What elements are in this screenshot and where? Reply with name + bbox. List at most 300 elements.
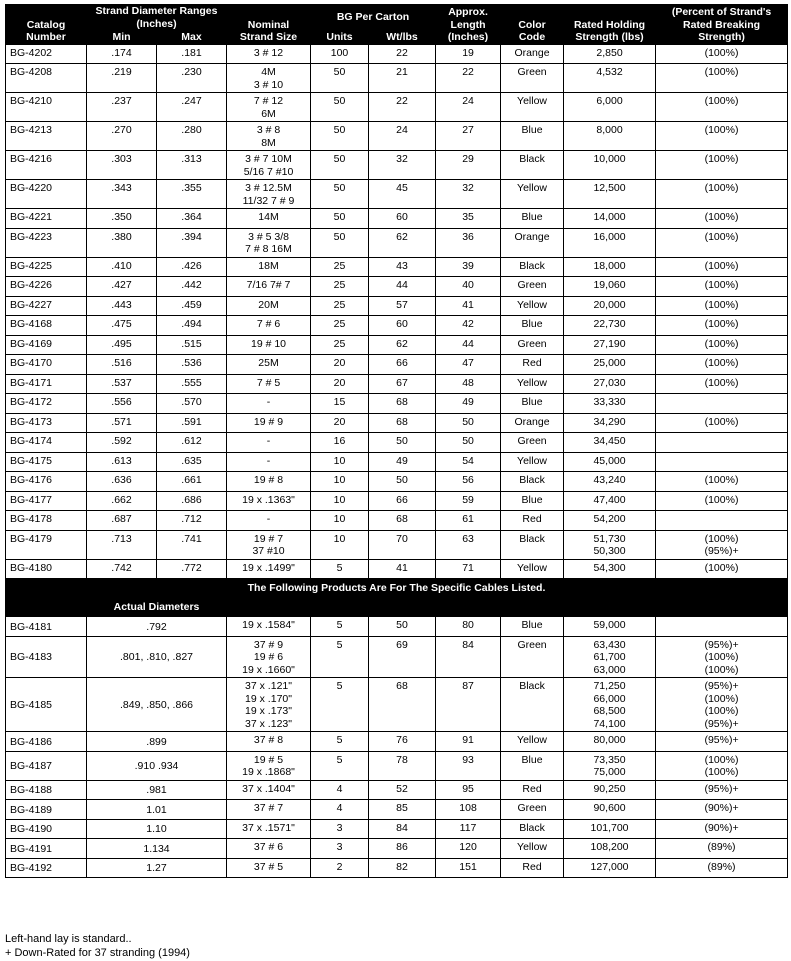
weight: 85 bbox=[369, 800, 436, 820]
length: 22 bbox=[436, 64, 501, 93]
table-row bbox=[6, 559, 788, 579]
color-code: Yellow bbox=[501, 180, 564, 209]
percent-strength bbox=[656, 819, 788, 839]
cell-line: 127,000 bbox=[590, 860, 629, 873]
banner-blank bbox=[227, 598, 788, 617]
catalog-number: BG-4190 bbox=[6, 819, 87, 839]
table-row bbox=[6, 636, 788, 678]
cell-line: 19 # 6 bbox=[253, 651, 284, 663]
weight: 68 bbox=[369, 413, 436, 433]
units: 15 bbox=[311, 394, 369, 414]
cell-line: 66,000 bbox=[593, 692, 626, 705]
table-row bbox=[6, 433, 788, 453]
cell-line: (100%) bbox=[704, 561, 739, 574]
cell-line: 11/32 7 # 9 bbox=[242, 194, 295, 207]
weight: 41 bbox=[369, 559, 436, 579]
header-bg-group: BG Per Carton bbox=[311, 5, 436, 31]
cell-line: 3 # 12.5M bbox=[245, 182, 292, 194]
table-row bbox=[6, 780, 788, 800]
cell-line: (100%) bbox=[704, 692, 739, 705]
color-code: Blue bbox=[501, 751, 564, 780]
table-row bbox=[6, 277, 788, 297]
units: 5 bbox=[311, 559, 369, 579]
nominal-size bbox=[227, 93, 311, 122]
cell-line: 90,250 bbox=[593, 782, 626, 795]
nominal-size bbox=[227, 472, 311, 492]
max-diameter: .555 bbox=[157, 374, 227, 394]
rated-strength bbox=[564, 678, 656, 732]
cell-line: 34,290 bbox=[593, 415, 626, 428]
cell-line: 54,300 bbox=[593, 561, 626, 574]
color-code: Black bbox=[501, 819, 564, 839]
nominal-size bbox=[227, 511, 311, 531]
min-diameter: .427 bbox=[87, 277, 157, 297]
color-code: Red bbox=[501, 858, 564, 878]
cell-line: (95%)+ bbox=[704, 638, 739, 651]
cell-line: 19 # 9 bbox=[253, 415, 284, 428]
units: 10 bbox=[311, 530, 369, 559]
cell-line: - bbox=[266, 513, 271, 525]
length: 93 bbox=[436, 751, 501, 780]
percent-strength bbox=[656, 44, 788, 64]
cell-line: 3 # 5 3/8 bbox=[248, 230, 289, 243]
min-diameter: .556 bbox=[87, 394, 157, 414]
percent-strength bbox=[656, 678, 788, 732]
catalog-number: BG-4172 bbox=[6, 394, 87, 414]
rated-strength bbox=[564, 617, 656, 637]
min-diameter: .537 bbox=[87, 374, 157, 394]
rated-strength bbox=[564, 64, 656, 93]
catalog-number: BG-4213 bbox=[6, 122, 87, 151]
min-diameter: .350 bbox=[87, 209, 157, 229]
units: 20 bbox=[311, 413, 369, 433]
percent-strength bbox=[656, 122, 788, 151]
rated-strength bbox=[564, 228, 656, 257]
cell-line: (95%)+ bbox=[704, 545, 739, 557]
cell-line: 3 # 7 10M bbox=[245, 153, 292, 165]
percent-strength bbox=[656, 433, 788, 453]
color-code: Yellow bbox=[501, 296, 564, 316]
color-code: Yellow bbox=[501, 93, 564, 122]
catalog-number: BG-4183 bbox=[6, 636, 87, 678]
catalog-number: BG-4179 bbox=[6, 530, 87, 559]
units: 10 bbox=[311, 472, 369, 492]
cell-line: (100%) bbox=[704, 230, 739, 243]
weight: 44 bbox=[369, 277, 436, 297]
cell-line: (95%)+ bbox=[704, 717, 739, 730]
table-row bbox=[6, 44, 788, 64]
nominal-size bbox=[227, 355, 311, 375]
percent-strength bbox=[656, 335, 788, 355]
cell-line: 33,330 bbox=[593, 396, 626, 408]
rated-strength bbox=[564, 800, 656, 820]
length: 29 bbox=[436, 151, 501, 180]
cell-line: 80,000 bbox=[593, 734, 626, 746]
length: 56 bbox=[436, 472, 501, 492]
catalog-number: BG-4192 bbox=[6, 858, 87, 878]
spec-table bbox=[5, 4, 788, 878]
length: 71 bbox=[436, 559, 501, 579]
table-row bbox=[6, 394, 788, 414]
weight: 76 bbox=[369, 732, 436, 752]
cell-line: (90%)+ bbox=[704, 821, 739, 834]
units: 4 bbox=[311, 780, 369, 800]
max-diameter: .247 bbox=[157, 93, 227, 122]
max-diameter: .570 bbox=[157, 394, 227, 414]
min-diameter: .270 bbox=[87, 122, 157, 151]
cell-line: 18M bbox=[258, 259, 279, 272]
min-diameter: .636 bbox=[87, 472, 157, 492]
percent-strength bbox=[656, 257, 788, 277]
actual-diameters-label: Actual Diameters bbox=[87, 598, 227, 617]
color-code: Orange bbox=[501, 44, 564, 64]
catalog-number: BG-4210 bbox=[6, 93, 87, 122]
length: 59 bbox=[436, 491, 501, 511]
length: 35 bbox=[436, 209, 501, 229]
cell-line: 108,200 bbox=[590, 841, 629, 853]
catalog-number: BG-4181 bbox=[6, 617, 87, 637]
nominal-size bbox=[227, 180, 311, 209]
max-diameter: .230 bbox=[157, 64, 227, 93]
weight: 49 bbox=[369, 452, 436, 472]
weight: 22 bbox=[369, 93, 436, 122]
cell-line: (100%) bbox=[704, 753, 739, 766]
cell-line: 19 x .170" bbox=[245, 692, 292, 705]
rated-strength bbox=[564, 858, 656, 878]
header-rated: Rated Holding Strength (lbs) bbox=[564, 5, 656, 45]
header-min: Min bbox=[87, 31, 157, 45]
cell-line: 14,000 bbox=[593, 211, 626, 223]
min-diameter: .410 bbox=[87, 257, 157, 277]
max-diameter: .536 bbox=[157, 355, 227, 375]
rated-strength bbox=[564, 296, 656, 316]
catalog-number: BG-4187 bbox=[6, 751, 87, 780]
weight: 50 bbox=[369, 472, 436, 492]
length: 95 bbox=[436, 780, 501, 800]
weight: 52 bbox=[369, 780, 436, 800]
units: 16 bbox=[311, 433, 369, 453]
rated-strength bbox=[564, 559, 656, 579]
length: 40 bbox=[436, 277, 501, 297]
table-body-standard bbox=[6, 44, 788, 579]
min-diameter: .219 bbox=[87, 64, 157, 93]
table-row bbox=[6, 335, 788, 355]
header-catalog: Catalog Number bbox=[6, 5, 87, 45]
max-diameter: .686 bbox=[157, 491, 227, 511]
units: 50 bbox=[311, 151, 369, 180]
max-diameter: .515 bbox=[157, 335, 227, 355]
max-diameter: .591 bbox=[157, 413, 227, 433]
cell-line: 5/16 7 #10 bbox=[243, 165, 294, 178]
units: 10 bbox=[311, 511, 369, 531]
color-code: Yellow bbox=[501, 559, 564, 579]
cell-line: 7/16 7# 7 bbox=[246, 279, 291, 291]
cell-line: (100%) bbox=[704, 663, 739, 676]
nominal-size bbox=[227, 64, 311, 93]
table-row bbox=[6, 180, 788, 209]
max-diameter: .741 bbox=[157, 530, 227, 559]
rated-strength bbox=[564, 355, 656, 375]
units: 10 bbox=[311, 452, 369, 472]
min-diameter: .613 bbox=[87, 452, 157, 472]
max-diameter: .442 bbox=[157, 277, 227, 297]
nominal-size bbox=[227, 209, 311, 229]
nominal-size bbox=[227, 374, 311, 394]
cell-line: (100%) bbox=[704, 651, 739, 663]
nominal-size bbox=[227, 228, 311, 257]
rated-strength bbox=[564, 151, 656, 180]
units: 4 bbox=[311, 800, 369, 820]
cell-line: 19 x .1660" bbox=[242, 663, 295, 676]
units: 5 bbox=[311, 678, 369, 732]
percent-strength bbox=[656, 530, 788, 559]
max-diameter: .280 bbox=[157, 122, 227, 151]
nominal-size bbox=[227, 617, 311, 637]
weight: 24 bbox=[369, 122, 436, 151]
weight: 62 bbox=[369, 335, 436, 355]
nominal-size bbox=[227, 530, 311, 559]
max-diameter: .635 bbox=[157, 452, 227, 472]
percent-strength bbox=[656, 277, 788, 297]
min-diameter: .380 bbox=[87, 228, 157, 257]
cell-line: 37 x .121" bbox=[245, 680, 292, 692]
cell-line: 19 # 8 bbox=[253, 474, 284, 486]
min-diameter: .443 bbox=[87, 296, 157, 316]
cell-line: 7 # 8 16M bbox=[245, 243, 292, 255]
units: 50 bbox=[311, 122, 369, 151]
nominal-size bbox=[227, 151, 311, 180]
table-row bbox=[6, 678, 788, 732]
header-color: Color Code bbox=[501, 5, 564, 45]
units: 50 bbox=[311, 64, 369, 93]
header-strand-group: Strand Diameter Ranges (Inches) bbox=[87, 5, 227, 31]
cell-line: 37 x .1571" bbox=[242, 821, 295, 834]
cell-line: 22,730 bbox=[593, 318, 626, 330]
min-diameter: .237 bbox=[87, 93, 157, 122]
cell-line: 25M bbox=[258, 357, 279, 369]
nominal-size bbox=[227, 636, 311, 678]
units: 25 bbox=[311, 257, 369, 277]
percent-strength bbox=[656, 751, 788, 780]
catalog-number: BG-4216 bbox=[6, 151, 87, 180]
rated-strength bbox=[564, 374, 656, 394]
cell-line: (89%) bbox=[707, 841, 736, 853]
catalog-number: BG-4191 bbox=[6, 839, 87, 859]
max-diameter: .355 bbox=[157, 180, 227, 209]
cell-line: - bbox=[266, 396, 271, 408]
color-code: Red bbox=[501, 780, 564, 800]
color-code: Orange bbox=[501, 228, 564, 257]
rated-strength bbox=[564, 44, 656, 64]
cell-line: (100%) bbox=[704, 211, 739, 223]
table-row bbox=[6, 151, 788, 180]
length: 42 bbox=[436, 316, 501, 336]
rated-strength bbox=[564, 636, 656, 678]
cell-line: 63,430 bbox=[593, 638, 626, 651]
units: 10 bbox=[311, 491, 369, 511]
rated-strength bbox=[564, 335, 656, 355]
nominal-size bbox=[227, 296, 311, 316]
cell-line: 19 # 7 bbox=[253, 532, 284, 545]
rated-strength bbox=[564, 751, 656, 780]
cell-line: 6,000 bbox=[596, 95, 623, 107]
cell-line: (100%) bbox=[704, 259, 739, 272]
cell-line: (100%) bbox=[704, 337, 739, 350]
table-row bbox=[6, 122, 788, 151]
weight: 78 bbox=[369, 751, 436, 780]
actual-diameter: 1.134 bbox=[87, 839, 227, 859]
weight: 60 bbox=[369, 316, 436, 336]
length: 151 bbox=[436, 858, 501, 878]
cell-line: 19 x .1584" bbox=[242, 619, 295, 631]
nominal-size bbox=[227, 452, 311, 472]
cell-line: 16,000 bbox=[593, 230, 626, 243]
length: 87 bbox=[436, 678, 501, 732]
weight: 68 bbox=[369, 678, 436, 732]
cell-line: 19 x .1363" bbox=[242, 493, 295, 506]
percent-strength bbox=[656, 491, 788, 511]
max-diameter: .494 bbox=[157, 316, 227, 336]
percent-strength bbox=[656, 559, 788, 579]
actual-diameter: 1.27 bbox=[87, 858, 227, 878]
length: 120 bbox=[436, 839, 501, 859]
header-wt: Wt/lbs bbox=[369, 31, 436, 45]
length: 61 bbox=[436, 511, 501, 531]
table-header bbox=[6, 5, 788, 45]
cell-line: (100%) bbox=[704, 357, 739, 369]
color-code: Green bbox=[501, 64, 564, 93]
length: 48 bbox=[436, 374, 501, 394]
cell-line: 37 x .1404" bbox=[242, 782, 295, 795]
cell-line: (100%) bbox=[704, 474, 739, 486]
percent-strength bbox=[656, 374, 788, 394]
units: 25 bbox=[311, 316, 369, 336]
cell-line: 10,000 bbox=[593, 153, 626, 165]
table-row bbox=[6, 413, 788, 433]
min-diameter: .571 bbox=[87, 413, 157, 433]
color-code: Red bbox=[501, 355, 564, 375]
table-row bbox=[6, 530, 788, 559]
footnote-lay: Left-hand lay is standard.. bbox=[5, 933, 132, 945]
rated-strength bbox=[564, 394, 656, 414]
weight: 70 bbox=[369, 530, 436, 559]
length: 63 bbox=[436, 530, 501, 559]
length: 91 bbox=[436, 732, 501, 752]
cell-line: 90,600 bbox=[593, 802, 626, 814]
color-code: Black bbox=[501, 678, 564, 732]
percent-strength bbox=[656, 355, 788, 375]
rated-strength bbox=[564, 452, 656, 472]
percent-strength bbox=[656, 209, 788, 229]
cell-line: 19,060 bbox=[593, 279, 626, 291]
cell-line: 3 # 10 bbox=[253, 78, 284, 91]
min-diameter: .174 bbox=[87, 44, 157, 64]
percent-strength bbox=[656, 636, 788, 678]
units: 20 bbox=[311, 355, 369, 375]
min-diameter: .495 bbox=[87, 335, 157, 355]
color-code: Blue bbox=[501, 122, 564, 151]
cell-line: 71,250 bbox=[593, 680, 626, 692]
cell-line: 3 # 8 bbox=[256, 124, 281, 136]
cell-line: 4,532 bbox=[596, 66, 623, 78]
percent-strength bbox=[656, 413, 788, 433]
cell-line: (100%) bbox=[704, 298, 739, 311]
rated-strength bbox=[564, 839, 656, 859]
max-diameter: .712 bbox=[157, 511, 227, 531]
cell-line: 37 # 5 bbox=[253, 860, 284, 873]
nominal-size bbox=[227, 800, 311, 820]
actual-diameter: 1.10 bbox=[87, 819, 227, 839]
table-row bbox=[6, 751, 788, 780]
cell-line: 68,500 bbox=[593, 705, 626, 717]
table-row bbox=[6, 64, 788, 93]
catalog-number: BG-4170 bbox=[6, 355, 87, 375]
actual-diameter: .849, .850, .866 bbox=[87, 678, 227, 732]
actual-diameter: .792 bbox=[87, 617, 227, 637]
color-code: Red bbox=[501, 511, 564, 531]
table-row bbox=[6, 257, 788, 277]
min-diameter: .343 bbox=[87, 180, 157, 209]
percent-strength bbox=[656, 780, 788, 800]
nominal-size bbox=[227, 491, 311, 511]
color-code: Orange bbox=[501, 413, 564, 433]
catalog-number: BG-4189 bbox=[6, 800, 87, 820]
rated-strength bbox=[564, 433, 656, 453]
weight: 68 bbox=[369, 394, 436, 414]
catalog-number: BG-4186 bbox=[6, 732, 87, 752]
catalog-number: BG-4208 bbox=[6, 64, 87, 93]
table-row bbox=[6, 819, 788, 839]
length: 47 bbox=[436, 355, 501, 375]
length: 50 bbox=[436, 433, 501, 453]
rated-strength bbox=[564, 257, 656, 277]
length: 36 bbox=[436, 228, 501, 257]
cell-line: (100%) bbox=[704, 705, 739, 717]
cell-line: (100%) bbox=[704, 318, 739, 330]
banner-section bbox=[6, 579, 788, 617]
units: 50 bbox=[311, 93, 369, 122]
length: 50 bbox=[436, 413, 501, 433]
length: 27 bbox=[436, 122, 501, 151]
catalog-number: BG-4168 bbox=[6, 316, 87, 336]
catalog-number: BG-4223 bbox=[6, 228, 87, 257]
cell-line: 37 # 8 bbox=[253, 734, 284, 746]
table-row bbox=[6, 839, 788, 859]
cell-line: (100%) bbox=[704, 66, 739, 78]
length: 117 bbox=[436, 819, 501, 839]
units: 50 bbox=[311, 209, 369, 229]
weight: 66 bbox=[369, 491, 436, 511]
footnotes bbox=[5, 933, 190, 960]
catalog-number: BG-4225 bbox=[6, 257, 87, 277]
nominal-size bbox=[227, 277, 311, 297]
cell-line: 19 x .1499" bbox=[242, 561, 295, 574]
catalog-number: BG-4226 bbox=[6, 277, 87, 297]
table-row bbox=[6, 355, 788, 375]
cell-line: 51,730 bbox=[593, 532, 626, 545]
units: 20 bbox=[311, 374, 369, 394]
color-code: Green bbox=[501, 800, 564, 820]
catalog-number: BG-4180 bbox=[6, 559, 87, 579]
nominal-size bbox=[227, 678, 311, 732]
length: 49 bbox=[436, 394, 501, 414]
cell-line: (95%)+ bbox=[704, 680, 739, 692]
table-body-specific bbox=[6, 617, 788, 878]
actual-diameter: .801, .810, .827 bbox=[87, 636, 227, 678]
percent-strength bbox=[656, 394, 788, 414]
cell-line: 34,450 bbox=[593, 435, 626, 447]
nominal-size bbox=[227, 257, 311, 277]
